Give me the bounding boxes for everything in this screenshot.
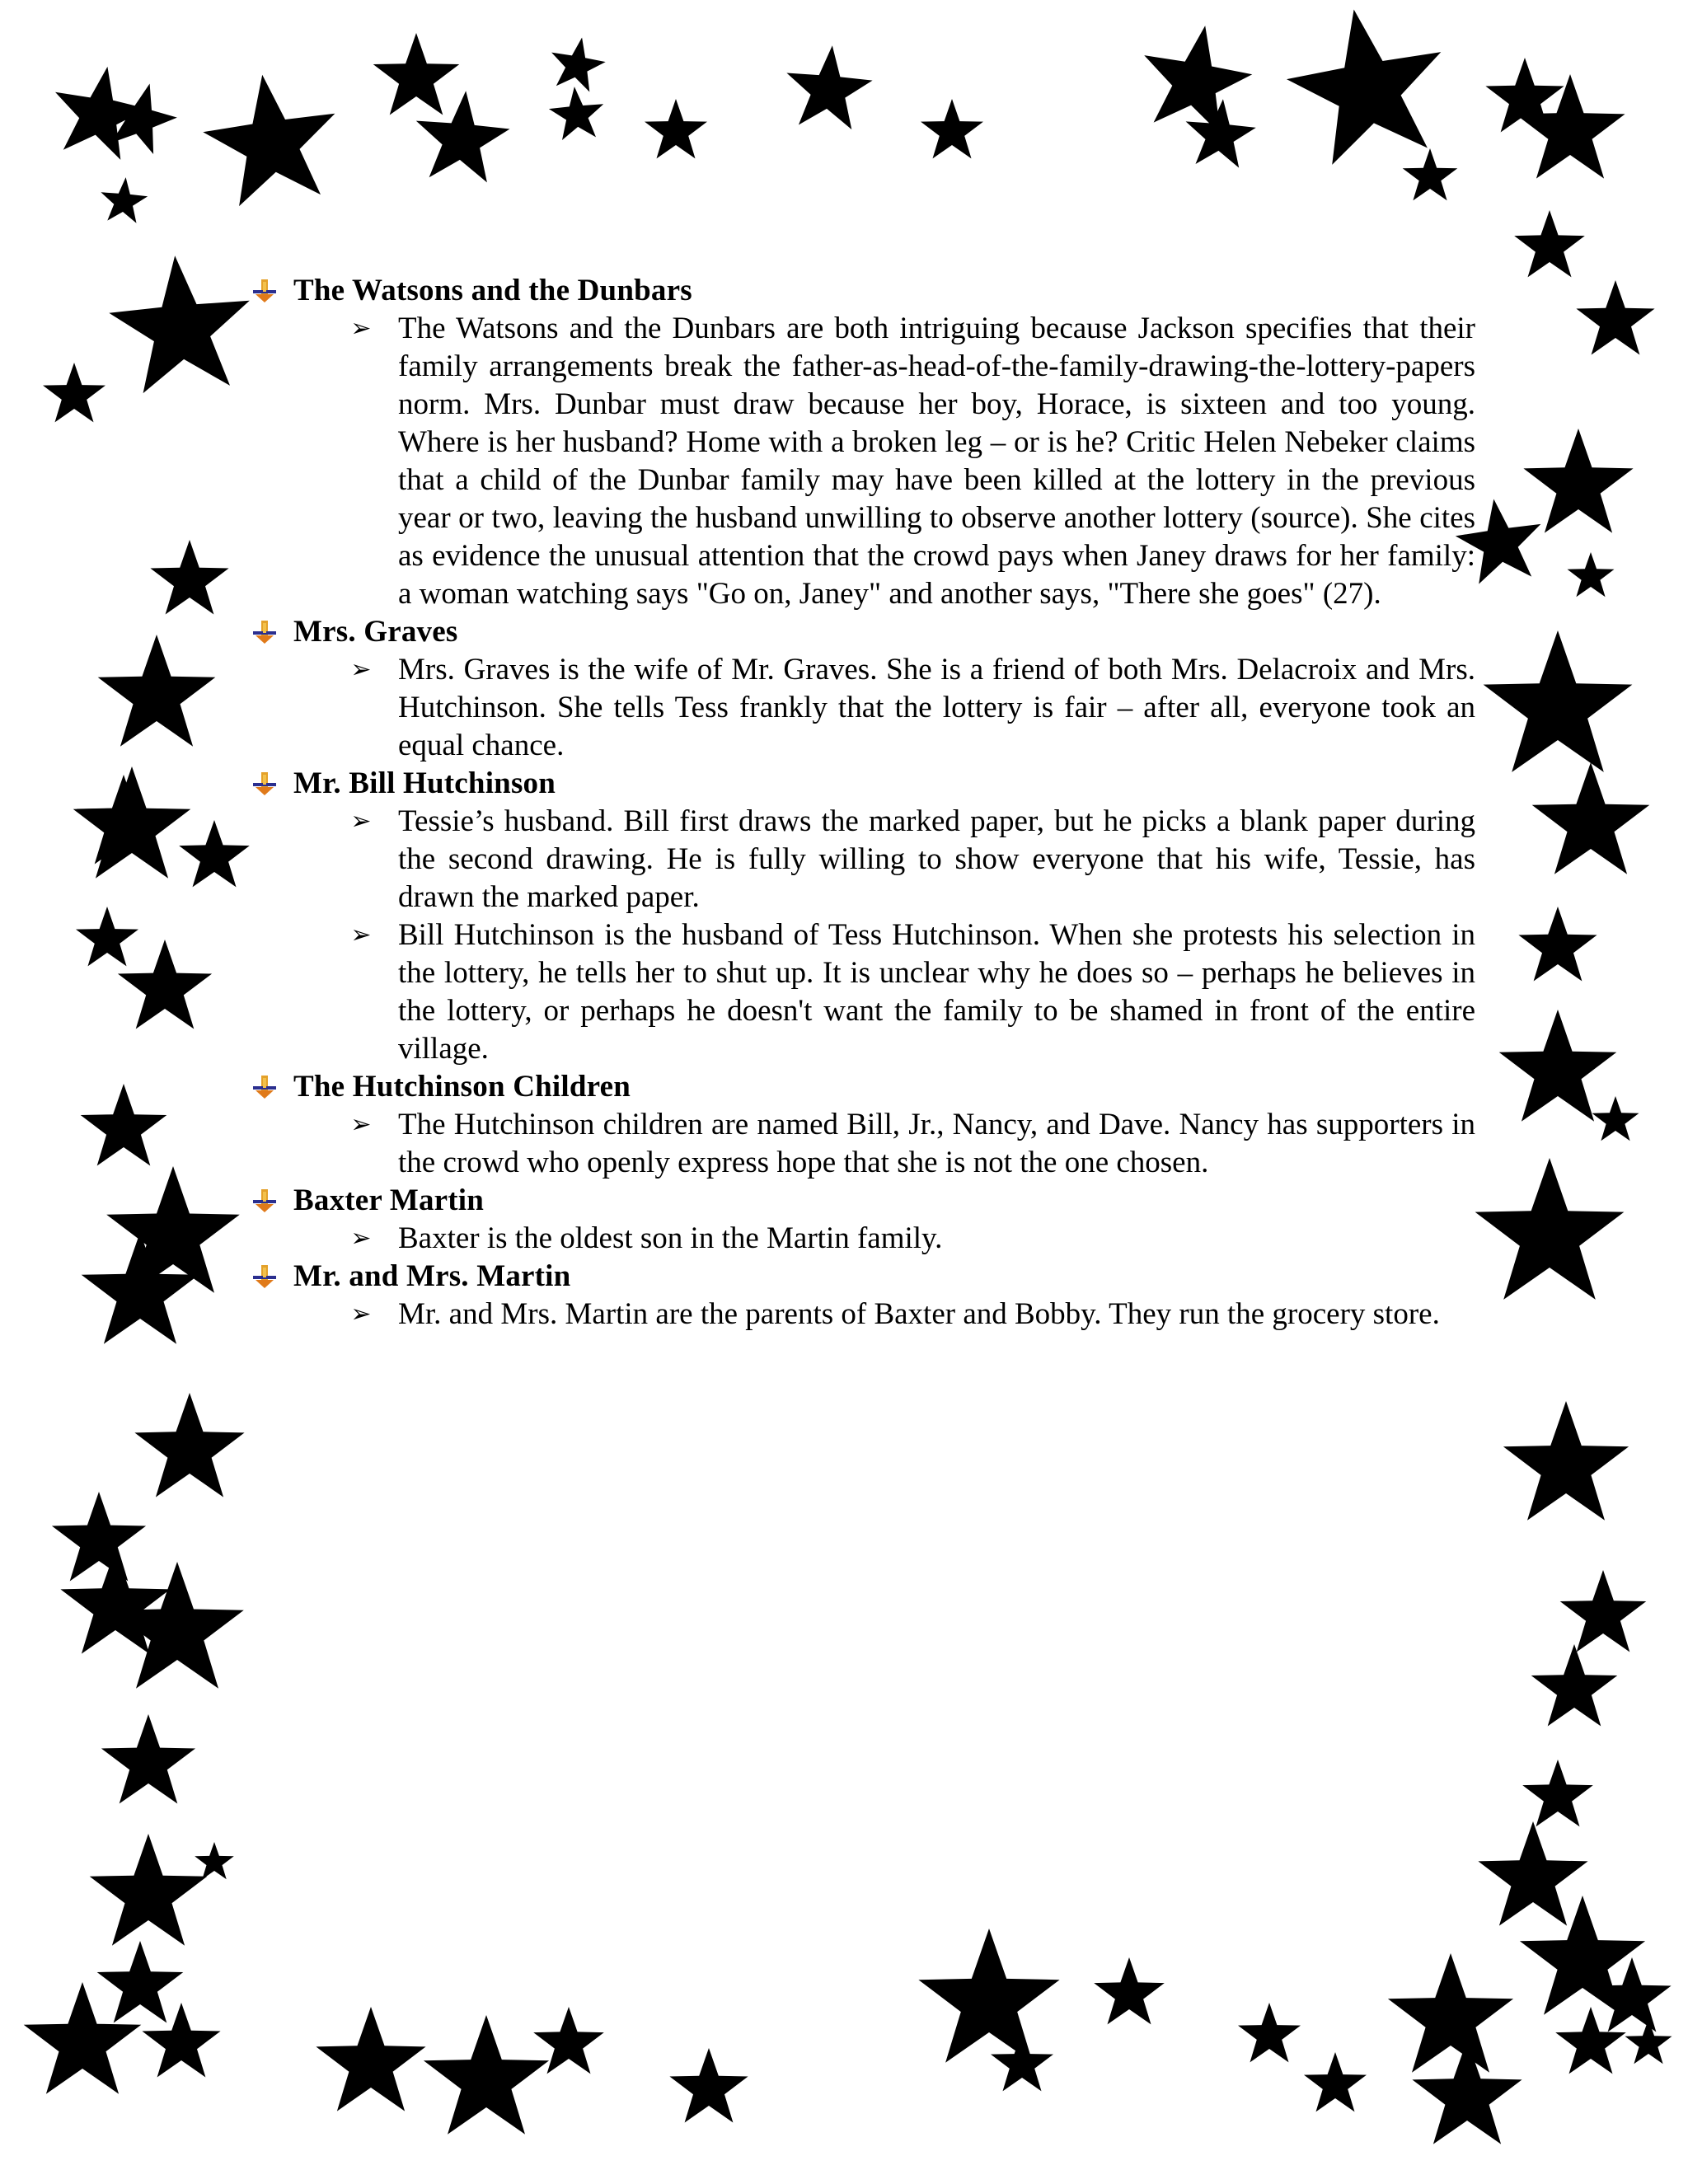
star-icon	[134, 1393, 244, 1497]
description-item	[247, 803, 1475, 916]
character-name: Mr. and Mrs. Martin	[293, 1259, 571, 1293]
arrowhead-bullet-icon: ➢	[350, 314, 372, 343]
star-icon	[1514, 210, 1585, 277]
star-icon	[1388, 1953, 1513, 2073]
character-heading	[247, 1258, 1475, 1296]
character-section	[247, 1182, 1475, 1258]
star-icon	[645, 99, 707, 158]
plus-arrow-icon	[252, 620, 277, 644]
star-icon	[1522, 1760, 1593, 1826]
description-item	[247, 310, 1475, 613]
plus-arrow-icon	[252, 1075, 277, 1099]
star-icon	[1532, 762, 1650, 874]
star-icon	[1503, 1401, 1629, 1521]
character-section	[247, 1258, 1475, 1333]
star-icon	[1403, 148, 1458, 200]
description-text: Bill Hutchinson is the husband of Tess Hutchinson. When she protests his selection in the lottery, he tells her to shut up. It is unclear why he does so – perhaps he believes in the lottery, or perhaps he doesn't want the family to be shamed in front of the entire village.	[398, 918, 1475, 1066]
star-icon	[52, 1492, 146, 1582]
star-icon	[1523, 429, 1633, 533]
star-icon	[669, 2048, 748, 2123]
description-item	[247, 1220, 1475, 1258]
character-section	[247, 1068, 1475, 1182]
description-text: The Hutchinson children are named Bill, Jr., Nancy, and Dave. Nancy has supporters in the crowd who openly express hope that she is not the one chosen.	[398, 1108, 1475, 1179]
star-icon	[316, 2007, 425, 2111]
star-icon	[1592, 1096, 1639, 1141]
character-description-list	[247, 1296, 1475, 1333]
star-icon	[1576, 280, 1654, 355]
character-list	[247, 272, 1475, 1333]
description-text: The Watsons and the Dunbars are both intriguing because Jackson specifies that their family arrangements break the father-as-head-of-the-family-drawing-the-lottery-papers norm. Mrs. Dunbar must draw because her boy, Horace, is sixteen and too young. Where is her husband? Home with a broken leg – or is he? Critic Helen Nebeker claims that a child of the Dunbar family may have been killed at the lottery in the previous year or two, leaving the husband unwilling to observe another lottery (source). She cites as evidence the unusual attention that the crowd pays when Janey draws for her family: a woman watching says "Go on, Janey" and another says, "There she goes" (27).	[398, 312, 1475, 611]
star-icon	[549, 87, 603, 140]
arrowhead-bullet-icon: ➢	[350, 807, 372, 836]
character-name: Mr. Bill Hutchinson	[293, 766, 556, 800]
character-section	[247, 272, 1475, 613]
character-description-list	[247, 1106, 1475, 1182]
character-heading	[247, 1182, 1475, 1220]
description-item	[247, 651, 1475, 765]
star-icon	[1560, 1570, 1647, 1652]
character-heading	[247, 765, 1475, 803]
star-icon	[179, 820, 250, 887]
character-heading	[247, 272, 1475, 310]
star-icon	[98, 635, 216, 747]
star-icon	[1499, 1010, 1617, 1122]
description-text: Tessie’s husband. Bill first draws the marked paper, but he picks a blank paper during the second drawing. He is fully willing to show everyone that his wife, Tessie, has drawn the marked paper.	[398, 804, 1475, 914]
arrowhead-bullet-icon: ➢	[350, 921, 372, 949]
star-icon	[1484, 630, 1633, 772]
star-icon	[1287, 10, 1441, 165]
star-icon	[373, 33, 460, 115]
star-icon	[1568, 552, 1615, 597]
star-icon	[1625, 2019, 1672, 2064]
star-icon	[76, 907, 138, 966]
star-icon	[991, 2032, 1053, 2091]
character-heading	[247, 613, 1475, 651]
plus-arrow-icon	[252, 1264, 277, 1289]
character-heading	[247, 1068, 1475, 1106]
description-text: Baxter is the oldest son in the Martin family.	[398, 1221, 943, 1255]
star-icon	[101, 177, 148, 223]
character-name: The Hutchinson Children	[293, 1070, 631, 1104]
arrowhead-bullet-icon: ➢	[350, 1110, 372, 1139]
description-item	[247, 1106, 1475, 1182]
plus-arrow-icon	[252, 279, 277, 303]
star-icon	[786, 45, 872, 129]
description-item	[247, 1296, 1475, 1333]
star-icon	[1478, 1821, 1587, 1926]
character-name: Mrs. Graves	[293, 615, 458, 649]
star-icon	[1238, 2003, 1301, 2062]
star-icon	[43, 363, 106, 422]
star-icon	[81, 1084, 167, 1166]
star-icon	[1144, 26, 1252, 134]
star-icon	[1094, 1957, 1165, 2024]
character-description-list	[247, 310, 1475, 613]
star-icon	[90, 1834, 208, 1946]
description-item	[247, 916, 1475, 1068]
star-icon	[150, 540, 228, 615]
character-section	[247, 613, 1475, 765]
character-description-list	[247, 1220, 1475, 1258]
plus-arrow-icon	[252, 771, 277, 796]
star-icon	[918, 1929, 1059, 2063]
star-icon	[551, 38, 606, 92]
star-icon	[203, 75, 335, 206]
star-icon	[101, 1714, 195, 1804]
character-section	[247, 765, 1475, 1068]
star-icon	[1518, 907, 1597, 982]
plus-arrow-icon	[252, 1188, 277, 1213]
character-description-list	[247, 803, 1475, 1068]
character-name: Baxter Martin	[293, 1183, 485, 1217]
arrowhead-bullet-icon: ➢	[350, 1300, 372, 1329]
character-name: The Watsons and the Dunbars	[293, 274, 692, 307]
star-icon	[110, 1562, 244, 1689]
description-text: Mrs. Graves is the wife of Mr. Graves. She is a friend of both Mrs. Delacroix and Mrs. Hutchinson. She tells Tess frankly that the lottery is fair – after all, everyone took an equal chance.	[398, 653, 1475, 762]
star-icon	[73, 766, 191, 879]
star-icon	[921, 99, 983, 158]
character-description-list	[247, 651, 1475, 765]
star-icon	[1304, 2052, 1367, 2111]
star-icon	[97, 1941, 184, 2023]
arrowhead-bullet-icon: ➢	[350, 655, 372, 684]
arrowhead-bullet-icon: ➢	[350, 1224, 372, 1253]
star-icon	[109, 255, 249, 393]
star-icon	[1475, 1158, 1625, 1300]
star-icon	[424, 2015, 549, 2135]
star-icon	[1531, 1644, 1618, 1727]
description-text: Mr. and Mrs. Martin are the parents of Baxter and Bobby. They run the grocery store.	[398, 1297, 1440, 1331]
star-icon	[195, 1842, 234, 1879]
star-icon	[118, 940, 212, 1029]
